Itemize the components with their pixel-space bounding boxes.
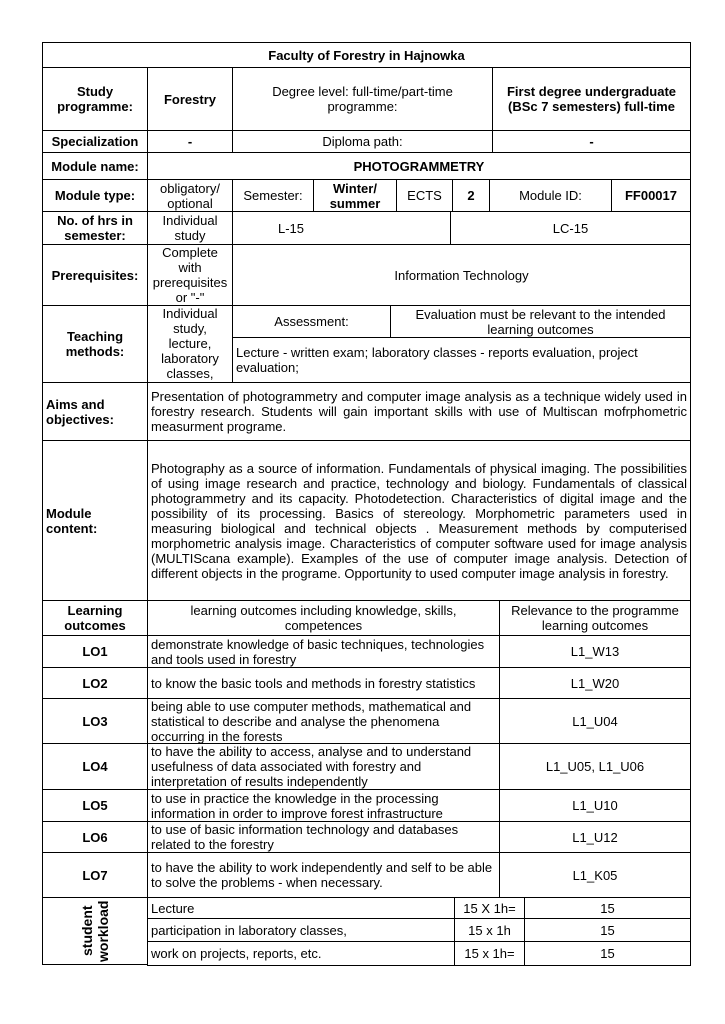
spec-label: Specialization [42, 130, 148, 153]
aims-label: Aims and objectives: [42, 382, 148, 441]
lo-text: to use of basic information technology and databases related to the forestry [147, 821, 500, 853]
module-name-label: Module name: [42, 152, 148, 180]
workload-calc: 15 x 1h [454, 918, 525, 942]
lo-relevance: L1_W20 [499, 667, 691, 699]
module-name-value: PHOTOGRAMMETRY [147, 152, 691, 180]
assessment-value: Evaluation must be relevant to the intended learning outcomes [390, 305, 691, 338]
lo-label: Learning outcomes [42, 600, 148, 636]
workload-label: student workload [79, 900, 111, 962]
teaching-label: Teaching methods: [42, 305, 148, 383]
lo-text: demonstrate knowledge of basic techniques, technologies and tools used in forestry [147, 635, 500, 668]
hours-individual: Individual study [147, 211, 233, 245]
lo-text: to use in practice the knowledge in the processing information in order to improve forest infrastructure [147, 789, 500, 822]
content-label: Module content: [42, 440, 148, 601]
assessment-detail: Lecture - written exam; laboratory classes - reports evaluation, project evaluation; [232, 337, 691, 383]
workload-hours: 15 [524, 897, 691, 919]
lo-relevance: L1_K05 [499, 852, 691, 898]
workload-calc: 15 X 1h= [454, 897, 525, 919]
module-type-label: Module type: [42, 179, 148, 212]
module-id-value: FF00017 [611, 179, 691, 212]
workload-activity: Lecture [147, 897, 455, 919]
path-label: Diploma path: [232, 130, 493, 153]
workload-hours: 15 [524, 918, 691, 942]
path-value: - [492, 130, 691, 153]
content-value: Photography as a source of information. Fundamentals of physical imaging. The possibilities of using image research and practice, technology and biology. Fundamentals of classical photogrammetry and its capacity. Photodetection. Characteristics of digital image and the possibility of its processing. Basics of stereology. Morphometric parameters used in measuring biological and technical objects . Measurement methods by computerised morphometric analysis image. Characteristics of computer software used for image analysis (MULTIScana example). Examples of the use of computer image analysis. Detection of different objects in the programe. Opportunity to used computer image analysis in forestry. [147, 440, 691, 601]
prereq-note: Complete with prerequisites or "-" [147, 244, 233, 306]
prereq-value: Information Technology [232, 244, 691, 306]
workload-label-cell [42, 897, 148, 965]
module-id-label: Module ID: [489, 179, 612, 212]
lo-id: LO7 [42, 852, 148, 898]
hours-lab: LC-15 [450, 211, 691, 245]
ects-label: ECTS [396, 179, 453, 212]
workload-activity: work on projects, reports, etc. [147, 941, 455, 966]
lo-relevance: L1_W13 [499, 635, 691, 668]
degree-label: Degree level: full-time/part-time programme: [232, 67, 493, 131]
lo-id: LO6 [42, 821, 148, 853]
semester-value: Winter/ summer [313, 179, 397, 212]
faculty-header: Faculty of Forestry in Hajnowka [42, 42, 691, 68]
study-label: Study programme: [42, 67, 148, 131]
lo-text: to have the ability to work independently and self to be able to solve the problems - when necessary. [147, 852, 500, 898]
lo-text: to have the ability to access, analyse and to understand usefulness of data associated with forestry and interpretation of results independently [147, 743, 500, 790]
lo-id: LO3 [42, 698, 148, 744]
module-type-value: obligatory/ optional [147, 179, 233, 212]
lo-col1-header: learning outcomes including knowledge, skills, competences [147, 600, 500, 636]
lo-relevance: L1_U05, L1_U06 [499, 743, 691, 790]
lo-relevance: L1_U12 [499, 821, 691, 853]
workload-hours: 15 [524, 941, 691, 966]
lo-id: LO2 [42, 667, 148, 699]
study-value: Forestry [147, 67, 233, 131]
lo-id: LO1 [42, 635, 148, 668]
lo-text: to know the basic tools and methods in forestry statistics [147, 667, 500, 699]
workload-activity: participation in laboratory classes, [147, 918, 455, 942]
hours-lecture: L-15 [232, 211, 451, 245]
prereq-label: Prerequisites: [42, 244, 148, 306]
teaching-methods: Individual study, lecture, laboratory classes, [147, 305, 233, 383]
assessment-label: Assessment: [232, 305, 391, 338]
lo-id: LO5 [42, 789, 148, 822]
lo-relevance: L1_U04 [499, 698, 691, 744]
aims-value: Presentation of photogrammetry and computer image analysis as a technique widely used in forestry research. Students will gain important skills with use of Multiscan mofrphometric measurment programe. [147, 382, 691, 441]
spec-value: - [147, 130, 233, 153]
semester-label: Semester: [232, 179, 314, 212]
lo-relevance: L1_U10 [499, 789, 691, 822]
workload-calc: 15 x 1h= [454, 941, 525, 966]
hours-label: No. of hrs in semester: [42, 211, 148, 245]
degree-value: First degree undergraduate (BSc 7 semesters) full-time [492, 67, 691, 131]
lo-col2-header: Relevance to the programme learning outcomes [499, 600, 691, 636]
lo-text: being able to use computer methods, mathematical and statistical to describe and analyse the phenomena occurring in the forests [147, 698, 500, 744]
lo-id: LO4 [42, 743, 148, 790]
ects-value: 2 [452, 179, 490, 212]
